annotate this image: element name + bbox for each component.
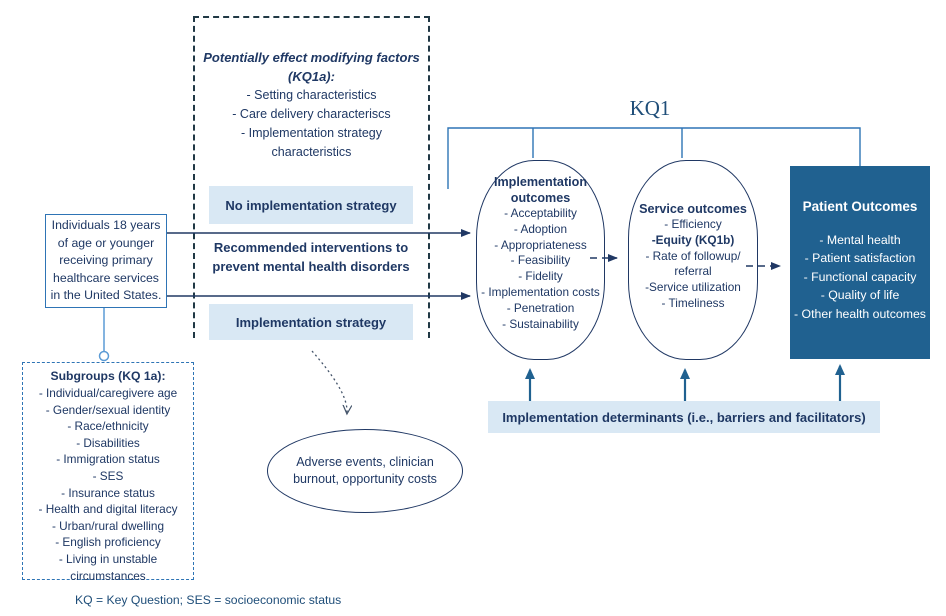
- list-item: - Adoption: [513, 221, 568, 236]
- list-item: - Insurance status: [61, 485, 155, 500]
- implementation-outcomes-box: [476, 160, 605, 360]
- list-item: - Gender/sexual identity: [45, 402, 171, 417]
- effect-modifiers-items: [203, 86, 420, 162]
- list-item: - Other health outcomes: [794, 306, 926, 321]
- list-item: - Functional capacity: [803, 269, 917, 284]
- list-item: - Rate of followup/ referral: [645, 248, 741, 279]
- list-item: - Feasibility: [510, 253, 571, 268]
- list-item: - Sustainability: [502, 316, 579, 331]
- list-item: - Race/ethnicity: [67, 419, 149, 434]
- list-item: - Quality of life: [820, 288, 900, 302]
- list-item: - Acceptability: [504, 206, 577, 220]
- list-item: - Disabilities: [76, 435, 140, 450]
- list-item: - Fidelity: [518, 269, 563, 284]
- list-item: - Mental health: [819, 232, 901, 247]
- list-item: - English proficiency: [55, 535, 161, 550]
- implementation-determinants-bar: Implementation determinants (i.e., barriers and facilitators): [488, 401, 880, 433]
- kq1-label: KQ1: [629, 96, 671, 120]
- patient-outcomes-items: [790, 231, 930, 324]
- implementation-strategy-bar: Implementation strategy: [209, 304, 413, 340]
- effect-modifiers-title: Potentially effect modifying factors (KQ1a):: [203, 50, 420, 84]
- list-item: - Health and digital literacy: [38, 502, 178, 517]
- determinants-up-arrows: [530, 366, 840, 401]
- service-outcomes-items: [629, 217, 757, 312]
- list-item: - Timeliness: [661, 295, 725, 310]
- population-box: Individuals 18 years of age or younger receiving primary healthcare services in the United States.: [45, 214, 167, 308]
- list-item: - Implementation costs: [481, 284, 600, 299]
- list-item: - Care delivery characteriscs: [232, 107, 391, 121]
- list-item: - Urban/rural dwelling: [51, 518, 165, 533]
- list-item: - Living in unstable circumstances: [58, 551, 158, 583]
- list-item: - SES: [92, 468, 124, 483]
- patient-outcomes-title: Patient Outcomes: [802, 199, 918, 214]
- list-item: - Patient satisfaction: [804, 251, 916, 265]
- list-item: -Service utilization: [645, 280, 741, 295]
- adverse-events-ellipse: Adverse events, clinician burnout, opportunity costs: [267, 429, 463, 513]
- service-outcomes-box: [628, 160, 758, 360]
- service-outcomes-title: Service outcomes: [639, 202, 747, 216]
- no-implementation-strategy-bar: No implementation strategy: [209, 186, 413, 224]
- list-item: - Setting characteristics: [246, 88, 377, 102]
- population-subgroups-connector: [100, 308, 109, 361]
- recommended-interventions-text: Recommended interventions to prevent mental health disorders: [212, 240, 410, 274]
- implementation-outcomes-items: [477, 206, 604, 332]
- list-item: - Penetration: [506, 300, 575, 315]
- subgroups-items: [23, 385, 193, 584]
- list-item: - Appropriateness: [494, 237, 587, 252]
- list-item: - Efficiency: [664, 217, 722, 231]
- subgroups-title: Subgroups (KQ 1a):: [50, 369, 166, 383]
- list-item-equity: -Equity (KQ1b): [651, 232, 735, 247]
- implementation-outcomes-title: Implementation outcomes: [493, 175, 588, 205]
- adverse-events-dotted-arrow: [312, 351, 347, 413]
- patient-outcomes-box: [790, 166, 930, 359]
- subgroups-box: [22, 362, 194, 583]
- footnote: KQ = Key Question; SES = socioeconomic status: [75, 593, 342, 607]
- list-item: - Individual/caregivere age: [38, 386, 178, 400]
- list-item: - Immigration status: [56, 452, 160, 467]
- list-item: - Implementation strategy characteristics: [240, 126, 383, 159]
